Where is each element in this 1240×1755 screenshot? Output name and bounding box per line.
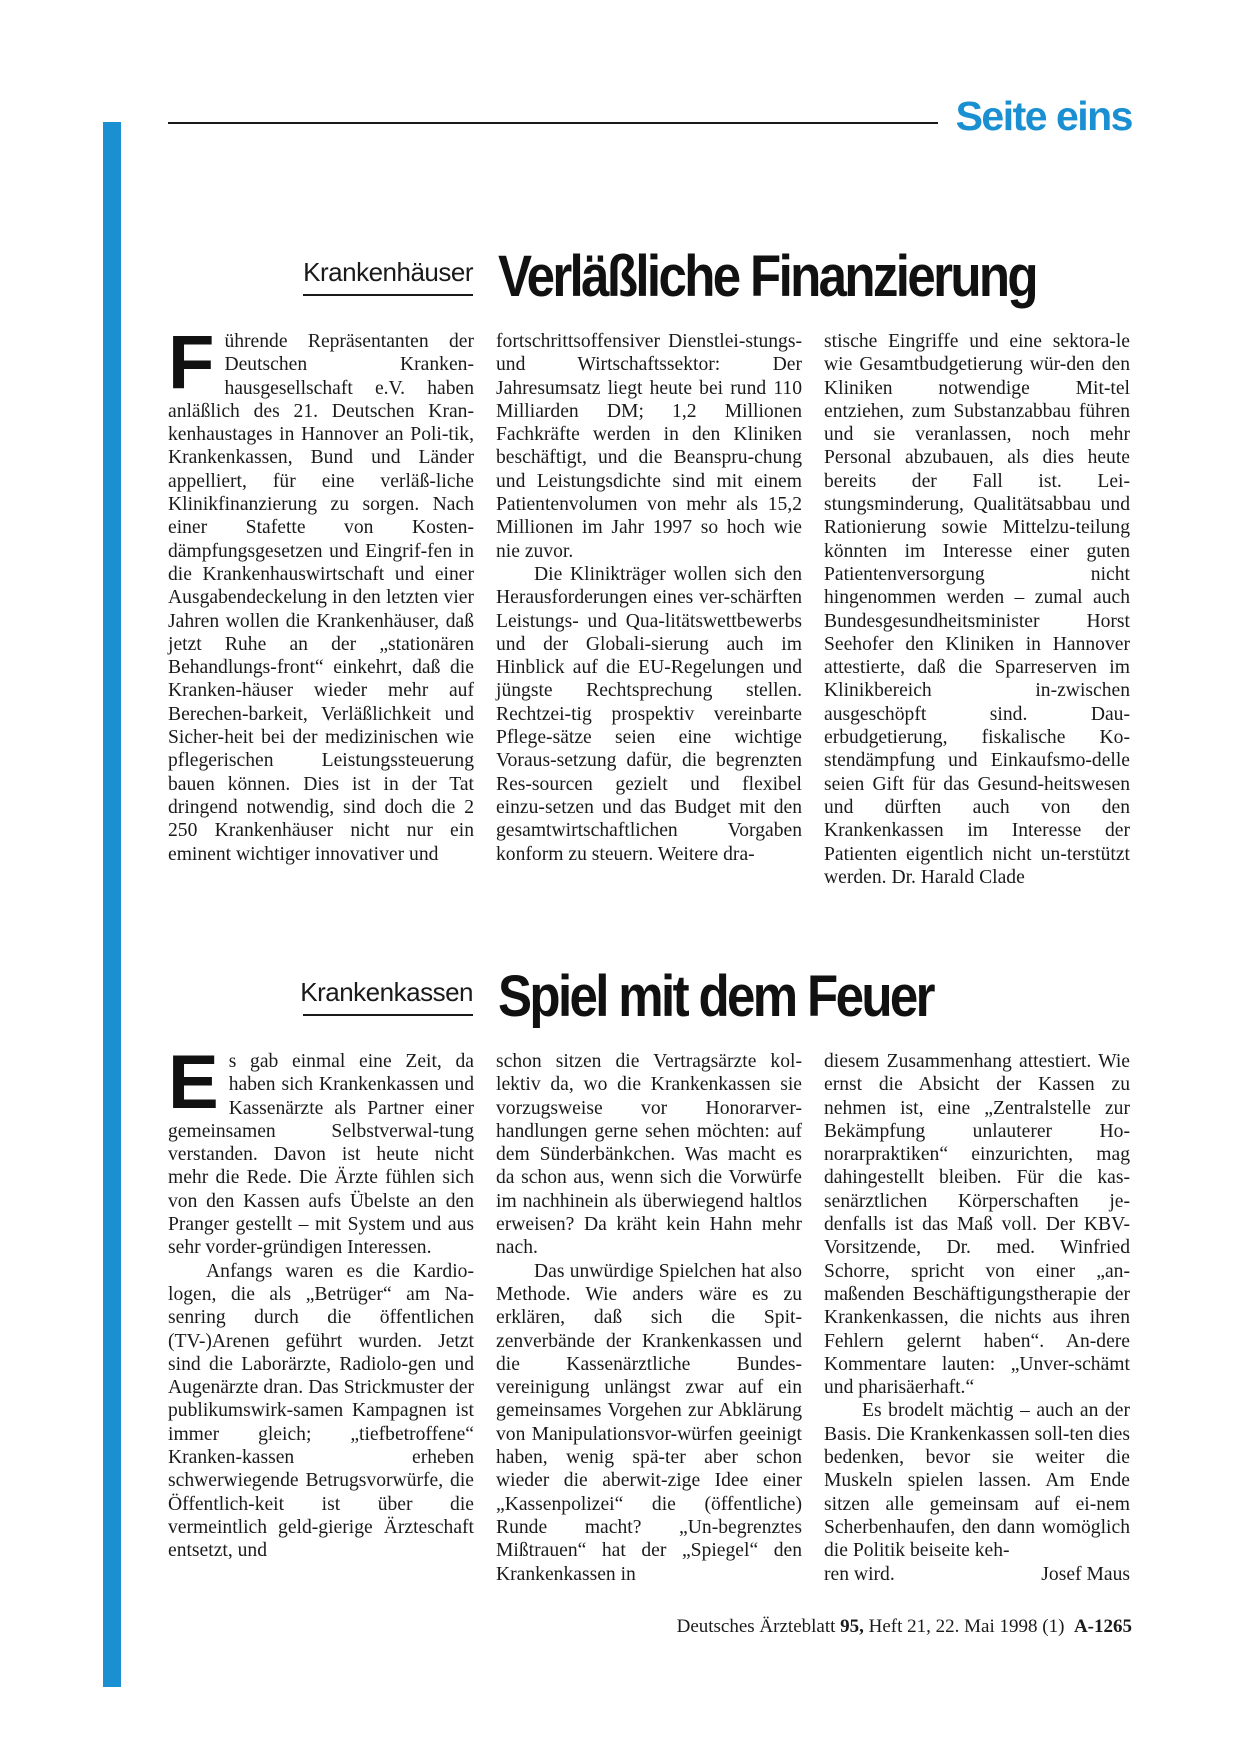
article-headline: Spiel mit dem Feuer [498,964,933,1029]
text-column-1 [168,1040,474,1586]
article-header [168,244,1132,322]
article-kicker: Krankenhäuser [303,257,473,287]
paragraph [824,330,1130,889]
paragraph-text: stische Eingriffe und eine sektora-le wie Gesamtbudgetierung wür-den den Kliniken notwendige Mit-tel entziehen, zum Substanzabbau führen und sie veranlassen, noch mehr Personal abzubauen, als dies heute bereits der Fall ist. Lei-stungsminderung, Qualitätsabbau und Rationierung sowie Mittelzu-teilung könnten im Interesse einer guten Patientenversorgung nicht hingenommen werden – zumal auch Bundesgesundheitsminister Horst Seehofer den Kliniken in Hannover attestierte, daß die Sparreserven im Klinikbereich in-zwischen ausgeschöpft sind. Dau-erbudgetierung, fiskalische Ko-stendämpfung und Einkaufsmo-delle seien Gift für das Gesund-heitswesen und dürften auch von den Krankenkassen im Interesse der Patienten eigentlich nicht un-terstützt werden. [824,331,1130,888]
journal-volume: 95, [840,1616,864,1637]
article-header [168,964,1132,1042]
article-headline: Verläßliche Finanzierung [498,244,1036,309]
article-body [168,320,1132,889]
article-kicker: Krankenkassen [300,977,473,1007]
section-title: Seite eins [955,93,1132,139]
paragraph-end: ren wird. [824,1563,895,1585]
text-column-3 [824,1050,1130,1586]
header-rule [168,122,938,124]
text-column-3 [824,330,1130,889]
paragraph: fortschrittsoffensiver Dienstlei-stungs- und Wirtschaftssektor: Der Jahresumsatz liegt heute bei rund 110 Milliarden DM; 1,2 Millionen Fachkräfte werden in den Kliniken beschäftigt, und die Beanspru-chung und Leistungsdichte sind mit einem Patientenvolumen von mehr als 15,2 Millionen im Jahr 1997 so hoch wie nie zuvor. [496,331,802,562]
paragraph-text: s gab einmal eine Zeit, da haben sich Krankenkassen und Kassenärzte als Partner einer gemeinsamen Selbstverwal-tung verstanden. Davon ist heute nicht mehr die Rede. Die Ärzte fühlen sich von den Kassen aufs Übelste an den Pranger gestellt – mit System und aus sehr vorder-gründigen Interessen. [168,1051,474,1259]
drop-cap: F [168,320,215,405]
paragraph: Es brodelt mächtig – auch an der Basis. Die Krankenkassen soll-ten dies bedenken, bevor sie weiter die Muskeln spielen lassen. Am Ende sitzen alle gemeinsam auf ei-nem Scherbenhaufen, den dann womöglich die Politik beiseite keh- [824,1400,1130,1562]
signature-line [824,1563,1130,1586]
paragraph: Das unwürdige Spielchen hat also Methode. Wie anders wäre es zu erklären, daß sich die Spit-zenverbände der Krankenkassen und die Kassenärztliche Bundes-vereinigung unlängst zwar auf ein gemeinsames Vorgehen zur Abklärung von Manipulationsvor-würfen geeinigt haben, wenig spä-ter aber schon wieder die aberwit-zige Idee einer „Kassenpolizei“ die (öffentliche) Runde macht? „Un-begrenztes Mißtrauen“ hat der „Spiegel“ den Krankenkassen in [496,1260,802,1585]
text-column-1 [168,320,474,889]
kicker-rule [303,294,473,296]
drop-cap: E [168,1040,219,1125]
article-body [168,1040,1132,1586]
journal-issue: Heft 21, 22. Mai 1998 (1) [868,1616,1065,1637]
page-footer [677,1616,1132,1638]
author-signature: Dr. Harald Clade [891,866,1025,888]
article-krankenkassen [168,964,1132,1586]
paragraph [168,320,474,866]
accent-side-bar [103,122,121,1687]
text-column-2 [496,1050,802,1586]
paragraph: Anfangs waren es die Kardio-logen, die als „Betrüger“ am Na-senring durch die öffentlichen (TV-)Arenen geführt wurden. Jetzt sind die Laborärzte, Radiolo-gen und Augenärzte dran. Das Strickmuster der publikumswirk-samen Kampagnen ist immer gleich; „tiefbetroffene“ Kranken-kassen erheben schwerwiegende Betrugsvorwürfe, die Öffentlich-keit ist über die vermeintlich geld-gierige Ärzteschaft entsetzt, und [168,1260,474,1562]
paragraph: schon sitzen die Vertragsärzte kol-lektiv da, wo die Krankenkassen sie vorzugsweise vor Honorarver-handlungen gerne sehen möchten: auf dem Sünderbänkchen. Was macht es da schon aus, wenn sich die Vorwürfe im nachhinein als überwiegend haltlos erweisen? Da kräht kein Hahn mehr nach. [496,1051,802,1259]
journal-name: Deutsches Ärzteblatt [676,1616,836,1637]
text-column-2 [496,330,802,889]
paragraph: Die Klinikträger wollen sich den Herausforderungen eines ver-schärften Leistungs- und Qua-litätswettbewerbs und der Globali-sierung auch im Hinblick auf die EU-Regelungen und jüngste Rechtsprechung stellen. Rechtzei-tig prospektiv vereinbarte Pflege-sätze seien eine wichtige Voraus-setzung dafür, die begrenzten Res-sourcen gezielt und flexibel einzu-setzen und das Budget mit den gesamtwirtschaftlichen Vorgaben konform zu steuern. Weitere dra- [496,563,802,865]
paragraph [168,1040,474,1260]
article-krankenhaeuser [168,244,1132,889]
kicker-rule [303,1014,473,1016]
paragraph: diesem Zusammenhang attestiert. Wie ernst die Absicht der Kassen zu nehmen ist, eine „Zentralstelle zur Bekämpfung unlauterer Ho-norarpraktiken“ einzurichten, mag dahingestellt bleiben. Für die kas-senärztlichen Körperschaften je-denfalls ist das Maß voll. Der KBV-Vorsitzende, Dr. med. Winfried Schorre, spricht von einer „an-maßenden Beschäftigungstherapie der Krankenkassen, die nichts aus ihren Fehlern gelernt haben“. An-dere Kommentare lauten: „Unver-schämt und pharisäerhaft.“ [824,1051,1130,1399]
page-number: A-1265 [1073,1616,1132,1637]
paragraph-text: ührende Repräsentanten der Deutschen Kranken-hausgesellschaft e.V. haben anläßlich des 21. Deutschen Kran-kenhaustages in Hannover an Poli-tik, Krankenkassen, Bund und Länder appelliert, für eine verläß-liche Klinikfinanzierung zu sorgen. Nach einer Stafette von Kosten-dämpfungsgesetzen und Eingrif-fen in die Krankenhauswirtschaft und einer Ausgabendeckelung in den letzten vier Jahren wollen die Krankenhäuser, daß jetzt Ruhe an der „stationären Behandlungs-front“ einkehrt, daß die Kranken-häuser wieder mehr auf Berechen-barkeit, Verläßlichkeit und Sicher-heit bei der medizinischen wie pflegerischen Leistungssteuerung bauen können. Dies ist in der Tat dringend notwendig, sind doch die 2 250 Krankenhäuser nicht nur ein eminent wichtiger innovativer und [168,331,474,865]
author-signature: Josef Maus [1041,1563,1130,1585]
